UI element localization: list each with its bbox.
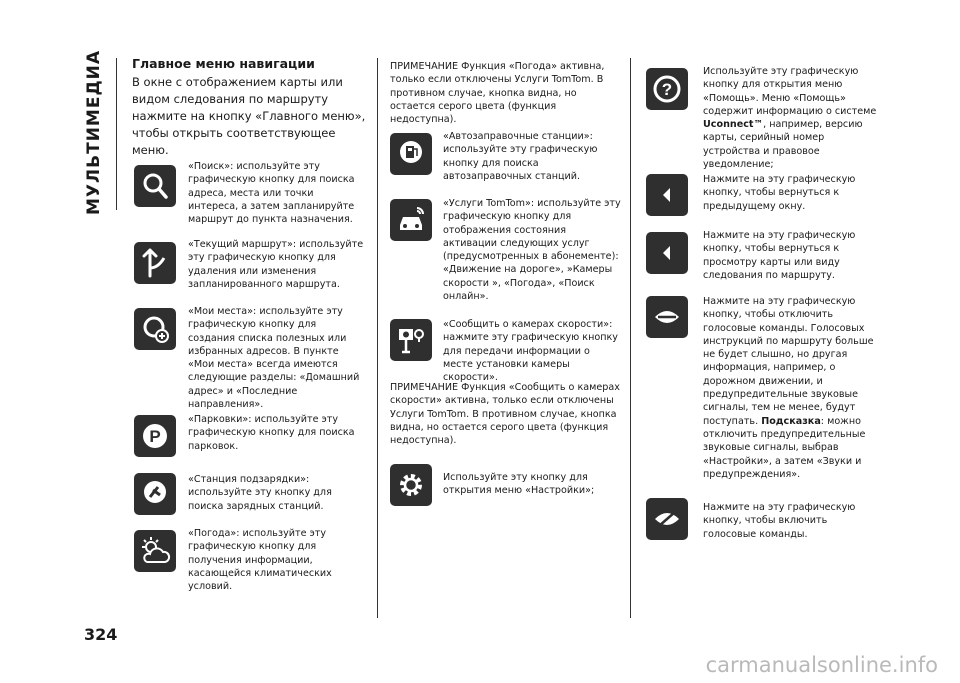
speed-camera-note: ПРИМЕЧАНИЕ Функция «Сообщить о камерах скорости» активна, только если отключены Услуги TomTom. В противном случае, кнопка видна, но остается серого цвета (функция недоступна). bbox=[390, 382, 620, 447]
section-title: МУЛЬТИМЕДИА bbox=[84, 50, 104, 216]
weather-note: ПРИМЕЧАНИЕ Функция «Погода» активна, только если отключены Услуги TomTom. В противном случае, кнопка видна, но остается серого цвета (функция недоступна). bbox=[390, 61, 605, 126]
my-places-icon bbox=[134, 308, 176, 350]
weather-description: «Погода»: используйте эту графическую кнопку для получения информации, касающейся климатических условий. bbox=[188, 528, 332, 593]
page-heading: Главное меню навигации bbox=[132, 56, 315, 71]
voice-off-description: Нажмите на эту графическую кнопку, чтобы отключить голосовые команды. Голосовых инструкций по маршруту больше не будет слышно, но другая информация, например, о дорожном движении, и предупредительные звуковые сигналы, тем не менее, будут поступать. Подсказка: можно отключить предупредительные звуковые сигналы, выбрав «Настройки», а затем «Звуки и предупреждения». bbox=[703, 296, 874, 480]
search-icon bbox=[134, 165, 176, 207]
fuel-station-description: «Автозаправочные станции»: используйте эту графическую кнопку для поиска автозаправочных станций. bbox=[443, 131, 598, 182]
speed-camera-icon bbox=[390, 319, 432, 361]
fuel-station-icon bbox=[390, 133, 432, 175]
charging-station-icon bbox=[134, 473, 176, 515]
help-icon bbox=[646, 68, 688, 110]
svg-text:P: P bbox=[149, 427, 161, 446]
intro-paragraph: В окне с отображением карты или видом следования по маршруту нажмите на кнопку «Главного меню», чтобы открыть соответствующее меню. bbox=[132, 75, 366, 157]
column-divider-1 bbox=[377, 58, 378, 618]
back-to-map-icon bbox=[646, 232, 688, 274]
voice-on-icon bbox=[646, 498, 688, 540]
watermark: carmanualsonline.info bbox=[705, 653, 938, 677]
voice-on-description: Нажмите на эту графическую кнопку, чтобы включить голосовые команды. bbox=[703, 502, 856, 540]
settings-gear-icon bbox=[390, 464, 432, 506]
current-route-icon bbox=[134, 242, 176, 284]
settings-description: Используйте эту кнопку для открытия меню «Настройки»; bbox=[443, 472, 595, 497]
help-description: Используйте эту графическую кнопку для открытия меню «Помощь». Меню «Помощь» содержит информацию о системе Uconnect™, например, версию карты, серийный номер устройства и правовое уведомление; bbox=[703, 66, 877, 171]
back-to-map-description: Нажмите на эту графическую кнопку, чтобы вернуться к просмотру карты или виду следования по маршруту. bbox=[703, 230, 856, 281]
section-divider bbox=[116, 58, 117, 210]
speed-camera-description: «Сообщить о камерах скорости»: нажмите эту графическую кнопку для передачи информации о месте установки камеры скорости». bbox=[443, 319, 618, 384]
current-route-description: «Текущий маршрут»: используйте эту графическую кнопку для удаления или изменения запланированного маршрута. bbox=[188, 239, 364, 290]
weather-icon bbox=[134, 530, 176, 572]
my-places-description: «Мои места»: используйте эту графическую кнопку для создания списка полезных или избранных адресов. В пункте «Мои места» всегда имеются следующие разделы: «Домашний адрес» и «Последние направления». bbox=[188, 306, 360, 411]
search-description: «Поиск»: используйте эту графическую кнопку для поиска адреса, места или точки интереса, а затем запланируйте маршрут до пункта назначения. bbox=[188, 161, 355, 226]
column-divider-2 bbox=[630, 58, 631, 618]
back-icon bbox=[646, 174, 688, 216]
parking-description: «Парковки»: используйте эту графическую кнопку для поиска парковок. bbox=[188, 414, 355, 452]
tomtom-services-icon bbox=[390, 199, 432, 241]
charging-station-description: «Станция подзарядки»: используйте эту кнопку для поиска зарядных станций. bbox=[188, 474, 332, 512]
svg-text:?: ? bbox=[661, 80, 673, 99]
voice-off-icon bbox=[646, 296, 688, 338]
back-description: Нажмите на эту графическую кнопку, чтобы вернуться к предыдущему окну. bbox=[703, 174, 856, 212]
tomtom-services-description: «Услуги TomTom»: используйте эту графическую кнопку для отображения состояния активации следующих услуг (предусмотренных в абонементе): «Движение на дороге», »Камеры скорости », «Погода», «Поиск онлайн». bbox=[443, 198, 621, 303]
page-number: 324 bbox=[84, 625, 118, 644]
parking-icon bbox=[134, 415, 176, 457]
